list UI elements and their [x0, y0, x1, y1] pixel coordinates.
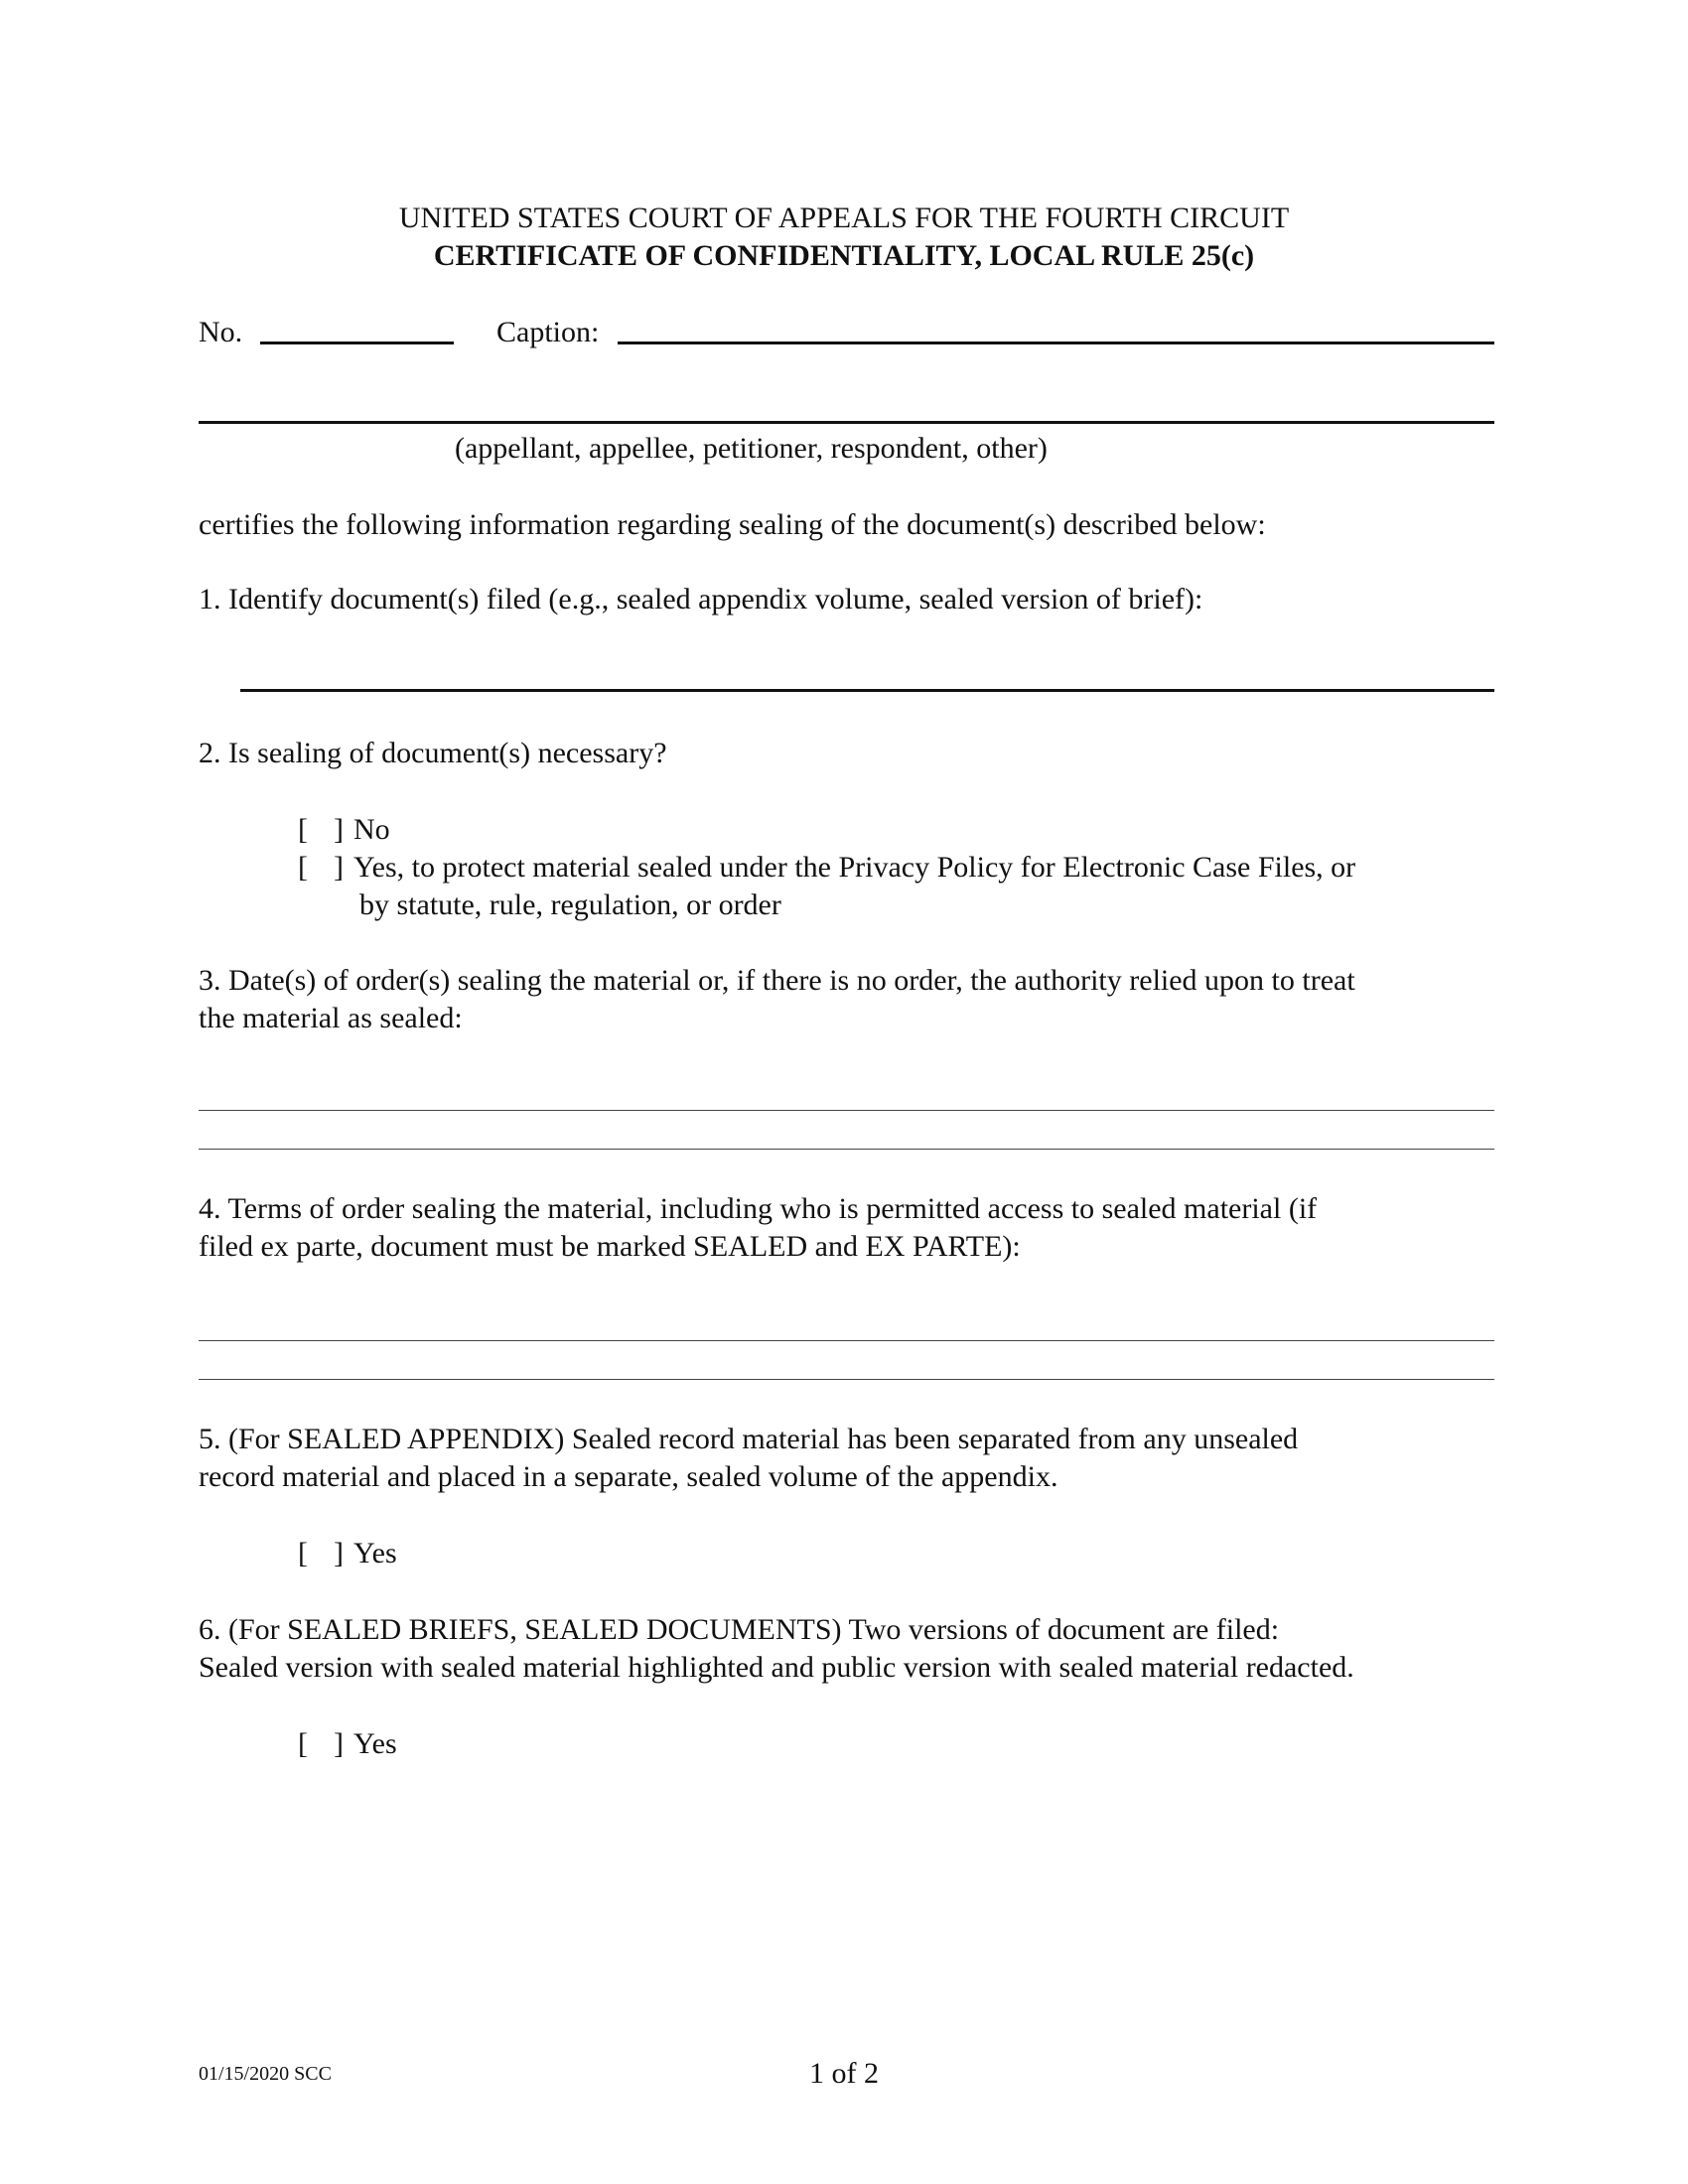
case-number-label: No.: [199, 316, 243, 348]
q3-answer-line-1[interactable]: [199, 1110, 1494, 1111]
q5-text-line1: 5. (For SEALED APPENDIX) Sealed record material has been separated from any unsealed: [199, 1423, 1299, 1455]
checkbox-close: ]: [334, 1727, 344, 1760]
q5-option-yes: Yes: [353, 1537, 397, 1570]
q6-option-yes: Yes: [353, 1727, 397, 1760]
q3-text-line2: the material as sealed:: [199, 1002, 463, 1034]
court-name: UNITED STATES COURT OF APPEALS FOR THE FOURTH CIRCUIT: [398, 202, 1290, 234]
q6-text-line1: 6. (For SEALED BRIEFS, SEALED DOCUMENTS) Two versions of document are filed:: [199, 1613, 1280, 1646]
caption-label: Caption:: [496, 316, 600, 348]
intro-text: certifies the following information regarding sealing of the document(s) described below:: [199, 508, 1266, 541]
checkbox-close: ]: [334, 1537, 344, 1570]
q2-option-yes-line1: Yes, to protect material sealed under the Privacy Policy for Electronic Case Files, or: [353, 851, 1356, 884]
q5-text-line2: record material and placed in a separate, sealed volume of the appendix.: [199, 1460, 1058, 1493]
q3-text-line1: 3. Date(s) of order(s) sealing the material or, if there is no order, the authority relied upon to treat: [199, 964, 1355, 997]
caption-field[interactable]: [618, 341, 1494, 344]
form-title: CERTIFICATE OF CONFIDENTIALITY, LOCAL RULE 25(c): [433, 239, 1255, 272]
q3-answer-line-2[interactable]: [199, 1149, 1494, 1150]
checkbox-open: [: [298, 1537, 308, 1570]
checkbox-open: [: [298, 813, 308, 846]
q6-text-line2: Sealed version with sealed material highlighted and public version with sealed material redacted.: [199, 1651, 1354, 1684]
checkbox-open: [: [298, 851, 308, 884]
q2-text: 2. Is sealing of document(s) necessary?: [199, 737, 667, 769]
checkbox-close: ]: [334, 851, 344, 884]
q2-option-no: No: [353, 813, 390, 846]
q4-answer-line-2[interactable]: [199, 1379, 1494, 1380]
q1-answer-field[interactable]: [240, 689, 1494, 692]
party-field[interactable]: [199, 421, 1494, 424]
q4-answer-line-1[interactable]: [199, 1340, 1494, 1341]
page-number: 1 of 2: [809, 2057, 879, 2090]
q4-text-line1: 4. Terms of order sealing the material, including who is permitted access to sealed material (if: [199, 1192, 1318, 1225]
q4-text-line2: filed ex parte, document must be marked SEALED and EX PARTE):: [199, 1230, 1021, 1263]
party-hint: (appellant, appellee, petitioner, respondent, other): [455, 432, 1048, 465]
q2-option-yes-line2: by statute, rule, regulation, or order: [359, 888, 781, 921]
checkbox-open: [: [298, 1727, 308, 1760]
q1-text: 1. Identify document(s) filed (e.g., sealed appendix volume, sealed version of brief):: [199, 583, 1203, 615]
form-date: 01/15/2020 SCC: [199, 2063, 332, 2085]
case-number-field[interactable]: [260, 341, 454, 344]
checkbox-close: ]: [334, 813, 344, 846]
